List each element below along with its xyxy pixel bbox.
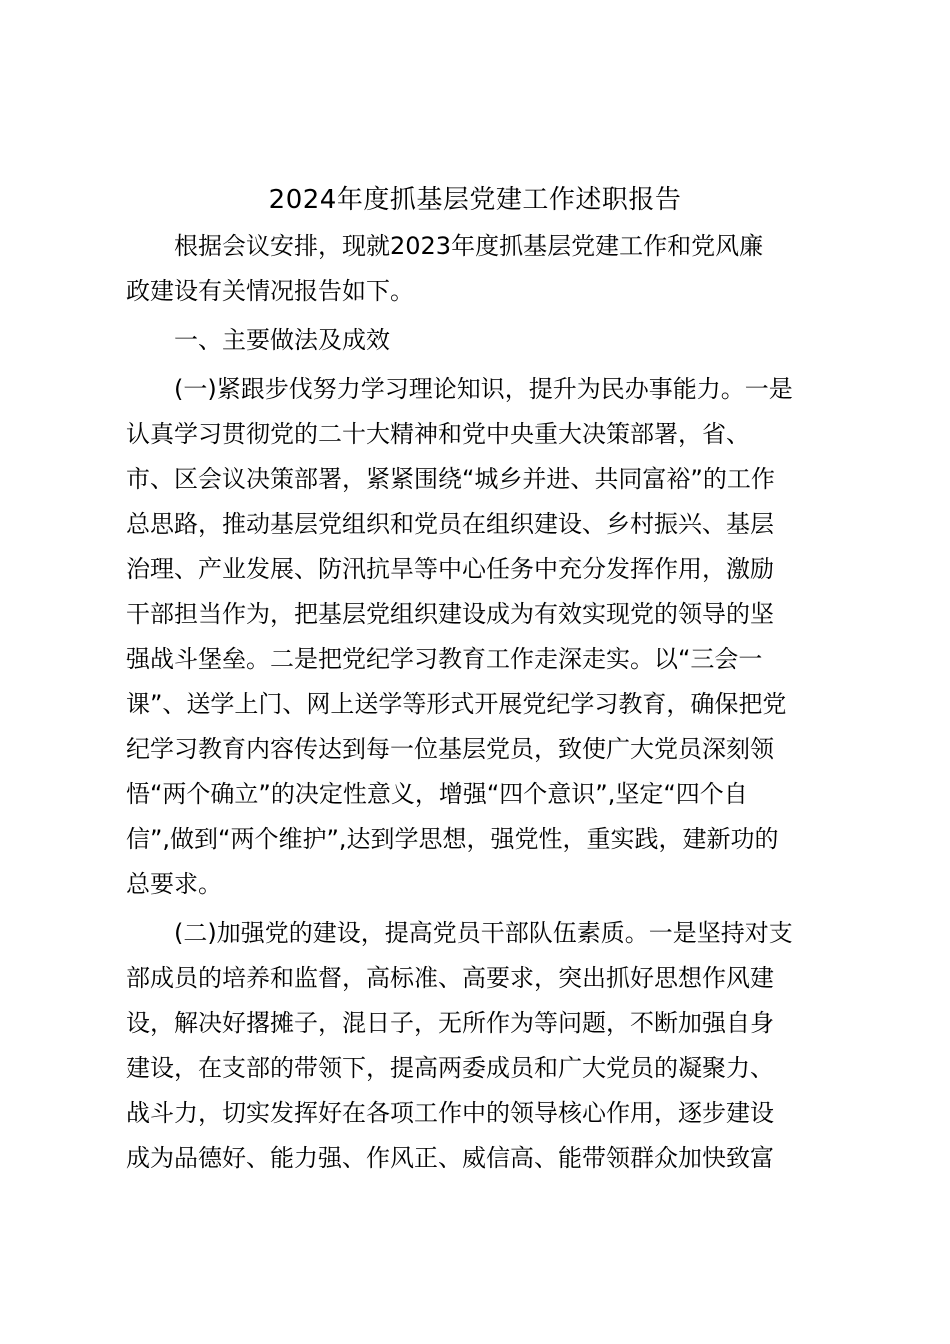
paragraph-line: 课”、送学上门、网上送学等形式开展党纪学习教育，确保把党 <box>126 690 787 718</box>
paragraph-line: 干部担当作为，把基层党组织建设成为有效实现党的领导的坚 <box>126 600 774 628</box>
paragraph-line: 总思路，推动基层党组织和党员在组织建设、乡村振兴、基层 <box>126 510 774 538</box>
document-title: 2024年度抓基层党建工作述职报告 <box>268 185 682 215</box>
paragraph-line: 成为品德好、能力强、作风正、威信高、能带领群众加快致富 <box>126 1144 774 1172</box>
paragraph-line: (一)紧跟步伐努力学习理论知识，提升为民办事能力。一是 <box>126 375 793 403</box>
paragraph-line: 信”,做到“两个维护”,达到学思想，强党性，重实践，建新功的 <box>126 825 779 853</box>
paragraph-line: 认真学习贯彻党的二十大精神和党中央重大决策部署，省、 <box>126 420 750 448</box>
paragraph-line: 政建设有关情况报告如下。 <box>126 277 414 305</box>
paragraph-line: 治理、产业发展、防汛抗旱等中心任务中充分发挥作用，激励 <box>126 555 774 583</box>
paragraph-line: 根据会议安排，现就2023年度抓基层党建工作和党风廉 <box>126 232 764 260</box>
paragraph-line: 战斗力，切实发挥好在各项工作中的领导核心作用，逐步建设 <box>126 1099 774 1127</box>
paragraph-line: 建设，在支部的带领下，提高两委成员和广大党员的凝聚力、 <box>126 1054 774 1082</box>
section-heading: 一、主要做法及成效 <box>126 326 390 354</box>
paragraph-line: 设，解决好撂摊子，混日子，无所作为等问题，不断加强自身 <box>126 1009 774 1037</box>
paragraph-line: 部成员的培养和监督，高标准、高要求，突出抓好思想作风建 <box>126 964 774 992</box>
paragraph-line: 悟“两个确立”的决定性意义，增强“四个意识”,坚定“四个自 <box>126 780 748 808</box>
paragraph-line: 强战斗堡垒。二是把党纪学习教育工作走深走实。以“三会一 <box>126 645 763 673</box>
document-body <box>126 224 826 1181</box>
paragraph-line: 市、区会议决策部署，紧紧围绕“城乡并进、共同富裕”的工作 <box>126 465 775 493</box>
paragraph-line: (二)加强党的建设，提高党员干部队伍素质。一是坚持对支 <box>126 919 793 947</box>
paragraph-line: 纪学习教育内容传达到每一位基层党员，致使广大党员深刻领 <box>126 735 774 763</box>
paragraph-line: 总要求。 <box>126 870 222 898</box>
